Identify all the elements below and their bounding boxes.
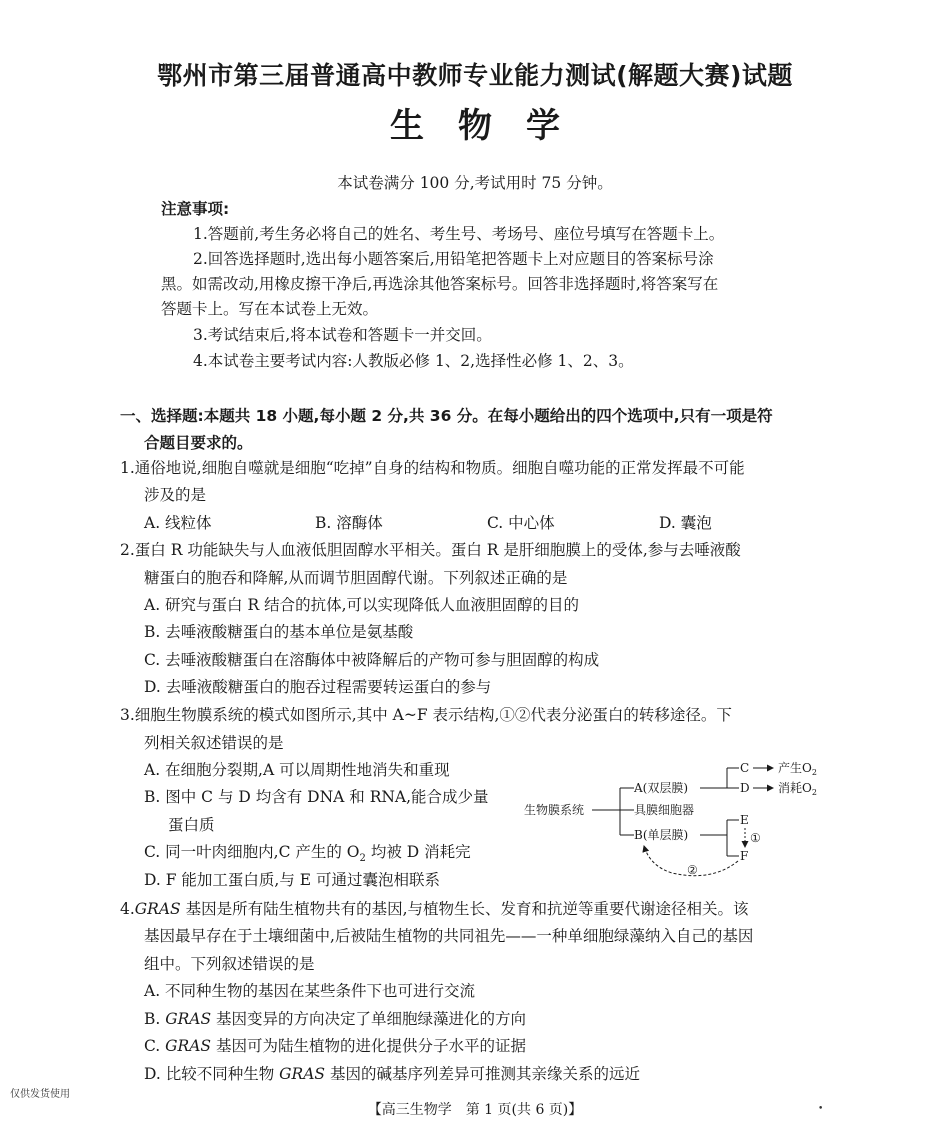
note-3: 3.考试结束后,将本试卷和答题卡一并交回。 xyxy=(193,326,492,344)
subject-title: 生物学 xyxy=(390,106,594,146)
q3-option-c: C. 同一叶肉细胞内,C 产生的 $O_2$ 均被 D 消耗完 xyxy=(144,843,471,865)
exam-title: 鄂州市第三届普通高中教师专业能力测试(解题大赛)试题 xyxy=(157,61,793,90)
q2-stem-line-1: 2.蛋白 R 功能缺失与人血液低胆固醇水平相关。蛋白 R 是肝细胞膜上的受体,参与去唾液酸 xyxy=(120,541,741,559)
note-2-line-2: 黑。如需改动,用橡皮擦干净后,再选涂其他答案标号。回答非选择题时,将答案写在 xyxy=(161,275,719,293)
q1-option-c: C. 中心体 xyxy=(487,514,555,532)
diagram-node-e: E xyxy=(740,813,749,827)
q2-option-c: C. 去唾液酸糖蛋白在溶酶体中被降解后的产物可参与胆固醇的构成 xyxy=(144,651,600,669)
diagram-node-f: F xyxy=(740,849,749,863)
q4-option-c: C. GRAS 基因可为陆生植物的进化提供分子水平的证据 xyxy=(144,1037,526,1055)
diagram-root-label: 生物膜系统 xyxy=(524,803,585,817)
note-1: 1.答题前,考生务必将自己的姓名、考生号、考场号、座位号填写在答题卡上。 xyxy=(193,225,725,243)
exam-info: 本试卷满分 100 分,考试用时 75 分钟。 xyxy=(337,174,613,192)
q4-stem-line-2: 基因最早存在于土壤细菌中,后被陆生植物的共同祖先——一种单细胞绿藻纳入自己的基因 xyxy=(144,927,754,945)
q1-stem-line-2: 涉及的是 xyxy=(144,486,207,504)
q3-option-d: D. F 能加工蛋白质,与 E 可通过囊泡相联系 xyxy=(144,871,441,889)
q3-option-a: A. 在细胞分裂期,A 可以周期性地消失和重现 xyxy=(144,761,450,779)
note-4: 4.本试卷主要考试内容:人教版必修 1、2,选择性必修 1、2、3。 xyxy=(193,352,634,370)
q1-option-a: A. 线粒体 xyxy=(144,514,212,532)
diagram-node-a: A(双层膜) xyxy=(634,781,689,795)
q4-option-b: B. GRAS 基因变异的方向决定了单细胞绿藻进化的方向 xyxy=(144,1010,527,1028)
q1-option-b: B. 溶酶体 xyxy=(315,514,383,532)
q4-option-d: D. 比较不同种生物 GRAS 基因的碱基序列差异可推测其亲缘关系的远近 xyxy=(144,1065,640,1083)
q4-stem-line-3: 组中。下列叙述错误的是 xyxy=(144,955,315,973)
diagram-pathway-2-label: ② xyxy=(687,863,698,877)
note-2-line-3: 答题卡上。写在本试卷上无效。 xyxy=(161,300,379,318)
diagram-produce-o2: 产生$O_2$ xyxy=(778,761,817,777)
note-2-line-1: 2.回答选择题时,选出每小题答案后,用铅笔把答题卡上对应题目的答案标号涂 xyxy=(193,250,714,268)
q2-stem-line-2: 糖蛋白的胞吞和降解,从而调节胆固醇代谢。下列叙述正确的是 xyxy=(144,569,568,587)
q3-stem-line-2: 列相关叙述错误的是 xyxy=(144,734,284,752)
q4-stem-line-1: 4.GRAS 基因是所有陆生植物共有的基因,与植物生长、发育和抗逆等重要代谢途径相关。该 xyxy=(120,900,749,918)
notes-heading: 注意事项: xyxy=(161,200,230,218)
q2-option-b: B. 去唾液酸糖蛋白的基本单位是氨基酸 xyxy=(144,623,414,641)
diagram-node-d: D xyxy=(740,781,750,795)
diagram-node-organelle: 具膜细胞器 xyxy=(634,803,695,817)
q2-option-a: A. 研究与蛋白 R 结合的抗体,可以实现降低人血液胆固醇的目的 xyxy=(144,596,580,614)
q3-option-b-line-2: 蛋白质 xyxy=(168,816,215,834)
diagram-node-c: C xyxy=(740,761,750,775)
q3-stem-line-1: 3.细胞生物膜系统的模式如图所示,其中 A~F 表示结构,①②代表分泌蛋白的转移途径。下 xyxy=(120,706,732,724)
diagram-node-b: B(单层膜) xyxy=(634,828,689,842)
section-heading-line-2: 合题目要求的。 xyxy=(144,434,253,452)
section-heading-line-1: 一、选择题:本题共 18 小题,每小题 2 分,共 36 分。在每小题给出的四个选项中,只有一项是符 xyxy=(120,407,773,425)
q4-option-a: A. 不同种生物的基因在某些条件下也可进行交流 xyxy=(144,982,476,1000)
corner-mark: • xyxy=(818,1104,824,1114)
diagram-pathway-1-label: ① xyxy=(750,831,761,845)
q2-option-d: D. 去唾液酸糖蛋白的胞吞过程需要转运蛋白的参与 xyxy=(144,678,492,696)
q1-option-d: D. 囊泡 xyxy=(659,514,712,532)
q1-stem-line-1: 1.通俗地说,细胞自噬就是细胞“吃掉”自身的结构和物质。细胞自噬功能的正常发挥最不可能 xyxy=(120,459,745,477)
diagram-consume-o2: 消耗$O_2$ xyxy=(778,781,817,797)
membrane-system-diagram xyxy=(522,758,832,880)
page-footer: 【高三生物学 第 1 页(共 6 页)】 xyxy=(367,1102,583,1118)
side-note: 仅供发货使用 xyxy=(10,1089,70,1100)
q3-option-b-line-1: B. 图中 C 与 D 均含有 DNA 和 RNA,能合成少量 xyxy=(144,788,489,806)
